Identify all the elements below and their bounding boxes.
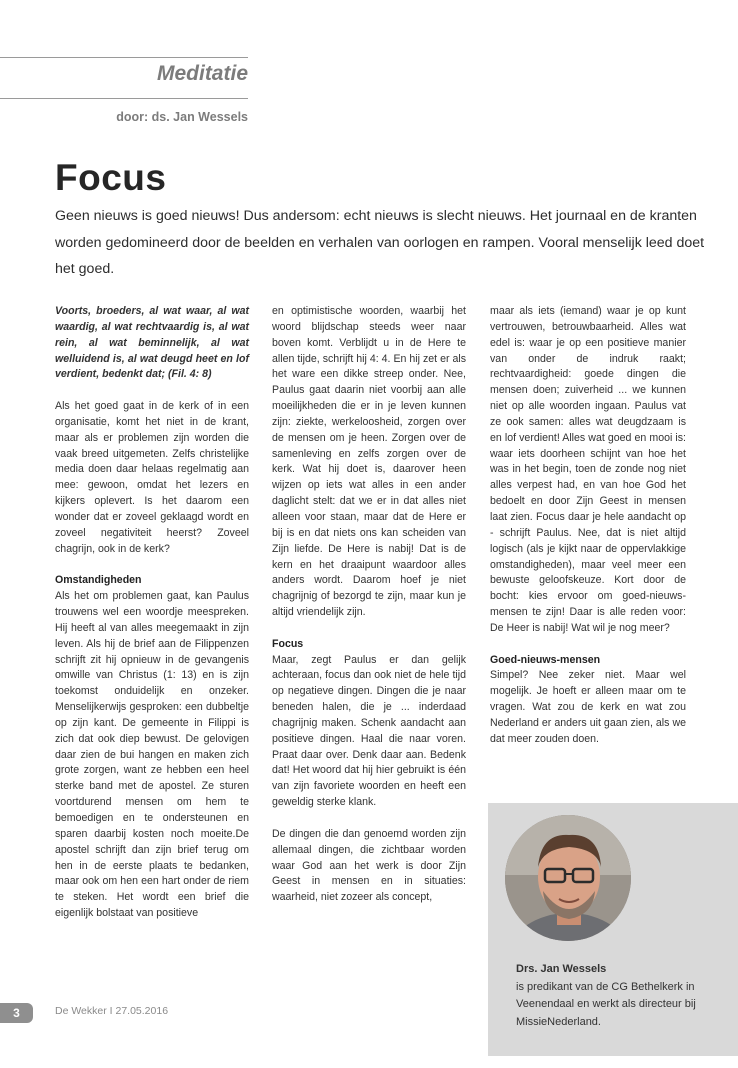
paragraph-dingen-cont: maar als iets (iemand) waar je op kunt vertrouwen, betrouwbaarheid. Alles wat edel is: waar je op een positieve manier van onder de indruk raakt; rechtvaardigheid: goede dingen die mensen doen; zuiverheid ... we kunnen niet op alle woorden ingaan. Paulus vat ze ook samen: alles wat deugdzaam is en lof verdient! Alles wat goed en mooi is: waar iets doorheen schijnt van hoe het was in het begin, toen de zonde nog niet alles verpest had, en van hoe God het bedoelt en door Zijn Geest in mensen laat zien. Focus daar je hele aandacht op - schrijft Paulus. Nee, dat is niet altijd logisch (als je kijkt naar de oppervlakkige omstandigheden), maar veel meer een bewuste geloofskeuze. Kort door de bocht: kies ervoor om goed-nieuws-mensen te zijn! Daar is alle reden voor: De Heer is nabij! Wat wil je nog meer?: [490, 305, 686, 634]
bible-quote: Voorts, broeders, al wat waar, al wat waardig, al wat rechtvaardig is, al wat rein, al wat beminnelijk, al wat welluidend is, al wat deugd heet en lof verdient, bedenkt dat; (Fil. 4: 8): [55, 305, 249, 381]
article-title: Focus: [55, 157, 167, 198]
paragraph-dingen: De dingen die dan genoemd worden zijn allemaal dingen, die zichtbaar worden waar God aan het werk is door Zijn Geest in mensen en in situaties: waarheid, niet zozeer als concept,: [272, 827, 466, 904]
paragraph-omstandigheden: Als het om problemen gaat, kan Paulus trouwens wel een woordje meespreken. Hij heeft al van alles meegemaakt in zijn leven. Als hij de brief aan de Filippenzen schrijft zit hij opnieuw in de gevangenis omwille van Christus (1: 13) en is zijn toekomst onduidelijk en onzeker. Menselijkerwijs gesproken: een dubbeltje op zijn kant. De gemeente in Filippi is zich dat ook diep bewust. De gelovigen daar zien de bui hangen en maken zich grote zorgen, want ze hebben een heel sterke band met de apostel. Ze sturen voortdurend mensen om hem te bemoedigen en te ondersteunen en sparen daarbij kosten noch moeite.De apostel schrijft dan zijn brief terug om hen in de eerste plaats te bedanken, maar ook om hen een hart onder de riem te steken. Het wordt een brief die eigenlijk bolstaat van positieve: [55, 590, 249, 920]
paragraph-focus: Maar, zegt Paulus er dan gelijk achteraan, focus dan ook niet de hele tijd op negatieve dingen. Dingen die je naar beneden halen, die je ... inderdaad chagrijnig maken. Schenk aandacht aan positieve dingen. Haal die naar voren. Praat daar over. Denk daar aan. Bedenk dat! Het woord dat hij hier gebruikt is één van zijn favoriete woorden en heeft een geweldig sterke klank.: [272, 653, 466, 809]
header-rule-top: [0, 57, 248, 58]
subheading-focus: Focus: [272, 637, 304, 650]
rubric-title: Meditatie: [156, 62, 248, 85]
subheading-goed-nieuws-mensen: Goed-nieuws-mensen: [490, 653, 601, 666]
author-name: Drs. Jan Wessels: [516, 963, 607, 975]
article-lead: Geen nieuws is goed nieuws! Dus andersom: echt nieuws is slecht nieuws. Het journaal en de kranten worden gedomineerd door de beelden en verhalen van oorlogen en rampen. Vooral menselijk leed doet het goed.: [55, 208, 705, 277]
paragraph-goed-nieuws-mensen: Simpel? Nee zeker niet. Maar wel mogelijk. Je hoeft er alleen maar om te vragen. Wat zou de kerk en wat zou Nederland er anders uit gaan zien, als we dat meer zouden doen.: [490, 669, 686, 745]
author-byline: door: ds. Jan Wessels: [116, 110, 248, 124]
column-3: [490, 304, 686, 763]
author-portrait-image: [505, 815, 631, 941]
page-number: 3: [0, 1003, 33, 1023]
column-1: [55, 304, 249, 938]
paragraph-intro: Als het goed gaat in de kerk of in een organisatie, komt het niet in de krant, maar als er problemen zijn worden die vaak breed uitgemeten. Zelfs christelijke media doen daar helaas regelmatig aan mee: gewoon, omdat het lezers en kijkers oplevert. Is het daarom een wonder dat er zoveel geklaagd wordt en zoveel negativiteit heerst? Zoveel chagrijn, ook in de kerk?: [55, 400, 249, 555]
paragraph-omstandigheden-cont: en optimistische woorden, waarbij het woord blijdschap steeds weer naar boven komt. Verblijdt u in de Here te allen tijde, schrijft hij 4: 4. En hij zet er als het ware een dikke streep onder. Nee, Paulus gaat daarin niet voorbij aan alle moeilijkheden die er in je leven kunnen zijn: ziekte, werkeloosheid, zorgen over de mensen om je heen. Zorgen over de samenleving en zelfs zorgen over de kerk. Wat hij doet is, daarover heen wijzen op iets wat alles in een ander daglicht stelt: dat we er in dat alles niet alleen voor staan, maar dat de Here er bij is en dat niets ons kan scheiden van Zijn liefde. De Here is nabij! Dat is de kern en het draaipunt waardoor alles anders wordt. Daarom hoef je niet chagrijnig of bezorgd te zijn, maar kun je altijd vriendelijk zijn.: [272, 305, 466, 619]
column-2: [272, 304, 466, 922]
header-rule-bottom: [0, 98, 248, 99]
footer-publication: De Wekker I 27.05.2016: [55, 1005, 169, 1017]
author-caption: [516, 961, 726, 1031]
subheading-omstandigheden: Omstandigheden: [55, 574, 142, 587]
author-bio: is predikant van de CG Bethelkerk in Veenendaal en werkt als directeur bij MissieNederland.: [516, 980, 696, 1028]
author-photo: [505, 815, 631, 941]
